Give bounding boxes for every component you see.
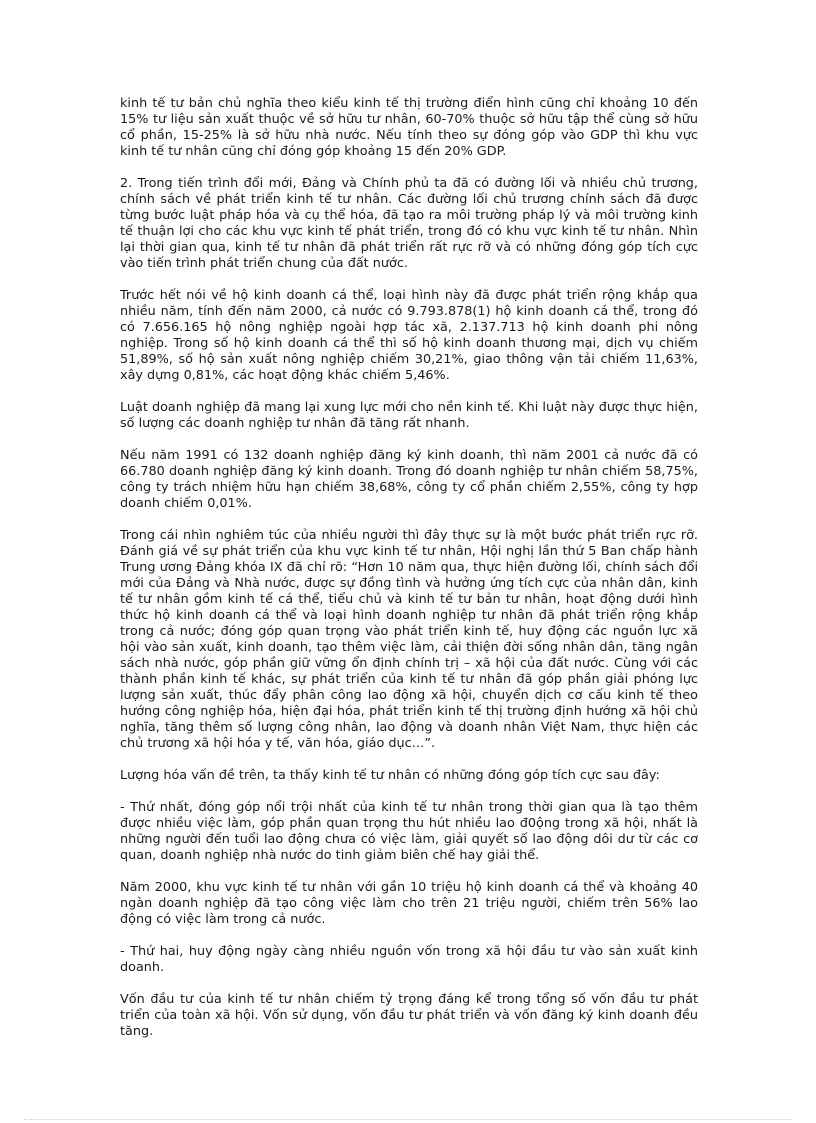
paragraph-ownership-structure: kinh tế tư bản chủ nghĩa theo kiểu kinh tế thị trường điển hình cũng chỉ khoảng 10 đến 15% tư liệu sản xuất thuộc về sở hữu tư nhân, 60-70% thuộc sở hữu tập thể cùng sở hữu cổ phần, 15-25% là sở hữu nhà nước. Nếu tính theo sự đóng góp vào GDP thì khu vực kinh tế tư nhân cũng chỉ đóng góp khoảng 15 đến 20% GDP. xyxy=(120,96,698,159)
document-body xyxy=(120,96,698,1056)
paragraph-enterprise-growth: Nếu năm 1991 có 132 doanh nghiệp đăng ký kinh doanh, thì năm 2001 cả nước đã có 66.780 doanh nghiệp đăng ký kinh doanh. Trong đó doanh nghiệp tư nhân chiếm 58,75%, công ty trách nhiệm hữu hạn chiếm 38,68%, công ty cổ phần chiếm 2,55%, công ty hợp doanh chiếm 0,01%. xyxy=(120,448,698,511)
paragraph-first-contribution: - Thứ nhất, đóng góp nổi trội nhất của kinh tế tư nhân trong thời gian qua là tạo thêm được nhiều việc làm, góp phần quan trọng thu hút nhiều lao đ0ộng trong xã hội, nhất là những người đến tuổi lao động chưa có việc làm, giải quyết số lao động dôi dư từ các cơ quan, doanh nghiệp nhà nước do tinh giảm biên chế hay giải thể. xyxy=(120,800,698,863)
paragraph-second-contribution: - Thứ hai, huy động ngày càng nhiều nguồn vốn trong xã hội đầu tư vào sản xuất kinh doanh. xyxy=(120,944,698,975)
paragraph-investment-capital: Vốn đầu tư của kinh tế tư nhân chiếm tỷ trọng đáng kể trong tổng số vốn đầu tư phát triển của toàn xã hội. Vốn sử dụng, vốn đầu tư phát triển và vốn đăng ký kinh doanh đều tăng. xyxy=(120,992,698,1039)
paragraph-contributions-intro: Lượng hóa vấn đề trên, ta thấy kinh tế tư nhân có những đóng góp tích cực sau đây: xyxy=(120,768,660,783)
paragraph-party-policy: 2. Trong tiến trình đổi mới, Đảng và Chính phủ ta đã có đường lối và nhiều chủ trương, chính sách về phát triển kinh tế tư nhân. Các đường lối chủ trương chính sách đã được từng bước luật pháp hóa và cụ thể hóa, đã tạo ra môi trường pháp lý và môi trường kinh tế thuận lợi cho các khu vực kinh tế phát triển, trong đó có khu vực kinh tế tư nhân. Nhìn lại thời gian qua, kinh tế tư nhân đã phát triển rất rực rỡ và có những đóng góp tích cực vào tiến trình phát triển chung của đất nước. xyxy=(120,176,698,271)
paragraph-employment-2000: Năm 2000, khu vực kinh tế tư nhân với gần 10 triệu hộ kinh doanh cá thể và khoảng 40 ngàn doanh nghiệp đã tạo công việc làm cho trên 21 triệu người, chiếm trên 56% lao động có việc làm trong cả nước. xyxy=(120,880,698,927)
page-bottom-divider xyxy=(24,1119,792,1120)
paragraph-enterprise-law: Luật doanh nghiệp đã mang lại xung lực mới cho nền kinh tế. Khi luật này được thực hiện, số lượng các doanh nghiệp tư nhân đã tăng rất nhanh. xyxy=(120,400,698,431)
paragraph-household-business: Trước hết nói về hộ kinh doanh cá thể, loại hình này đã được phát triển rộng khắp qua nhiều năm, tính đến năm 2000, cả nước có 9.793.878(1) hộ kinh doanh cá thể, trong đó có 7.656.165 hộ nông nghiệp ngoài hợp tác xã, 2.137.713 hộ kinh doanh phi nông nghiệp. Trong số hộ kinh doanh cá thể thì số hộ kinh doanh thương mại, dịch vụ chiếm 51,89%, số hộ sản xuất nông nghiệp chiếm 30,21%, giao thông vận tải chiếm 11,63%, xây dựng 0,81%, các hoạt động khác chiếm 5,46%. xyxy=(120,288,698,383)
paragraph-central-committee-quote: Trong cái nhìn nghiêm túc của nhiều người thì đây thực sự là một bước phát triển rực rỡ. Đánh giá về sự phát triển của khu vực kinh tế tư nhân, Hội nghị lần thứ 5 Ban chấp hành Trung ương Đảng khóa IX đã chỉ rõ: “Hơn 10 năm qua, thực hiện đường lối, chính sách đổi mới của Đảng và Nhà nước, được sự đồng tình và hưởng ứng tích cực của nhân dân, kinh tế tư nhân gồm kinh tế cá thể, tiểu chủ và kinh tế tư bản tư nhân, hoạt động dưới hình thức hộ kinh doanh cá thể và loại hình doanh nghiệp tư nhân đã phát triển rộng khắp trong cả nước; đóng góp quan trọng vào phát triển kinh tế, huy động các nguồn lực xã hội vào sản xuất, kinh doanh, tạo thêm việc làm, cải thiện đời sống nhân dân, tăng ngân sách nhà nước, góp phần giữ vững ổn định chính trị – xã hội của đất nước. Cùng với các thành phần kinh tế khác, sự phát triển của kinh tế tư nhân đã góp phần giải phóng lực lượng sản xuất, thúc đẩy phân công lao động xã hội, chuyển dịch cơ cấu kinh tế theo hướng công nghiệp hóa, hiện đại hóa, phát triển kinh tế thị trường định hướng xã hội chủ nghĩa, tăng thêm số lượng công nhân, lao động và doanh nhân Việt Nam, thực hiện các chủ trương xã hội hóa y tế, văn hóa, giáo dục…”. xyxy=(120,528,698,751)
